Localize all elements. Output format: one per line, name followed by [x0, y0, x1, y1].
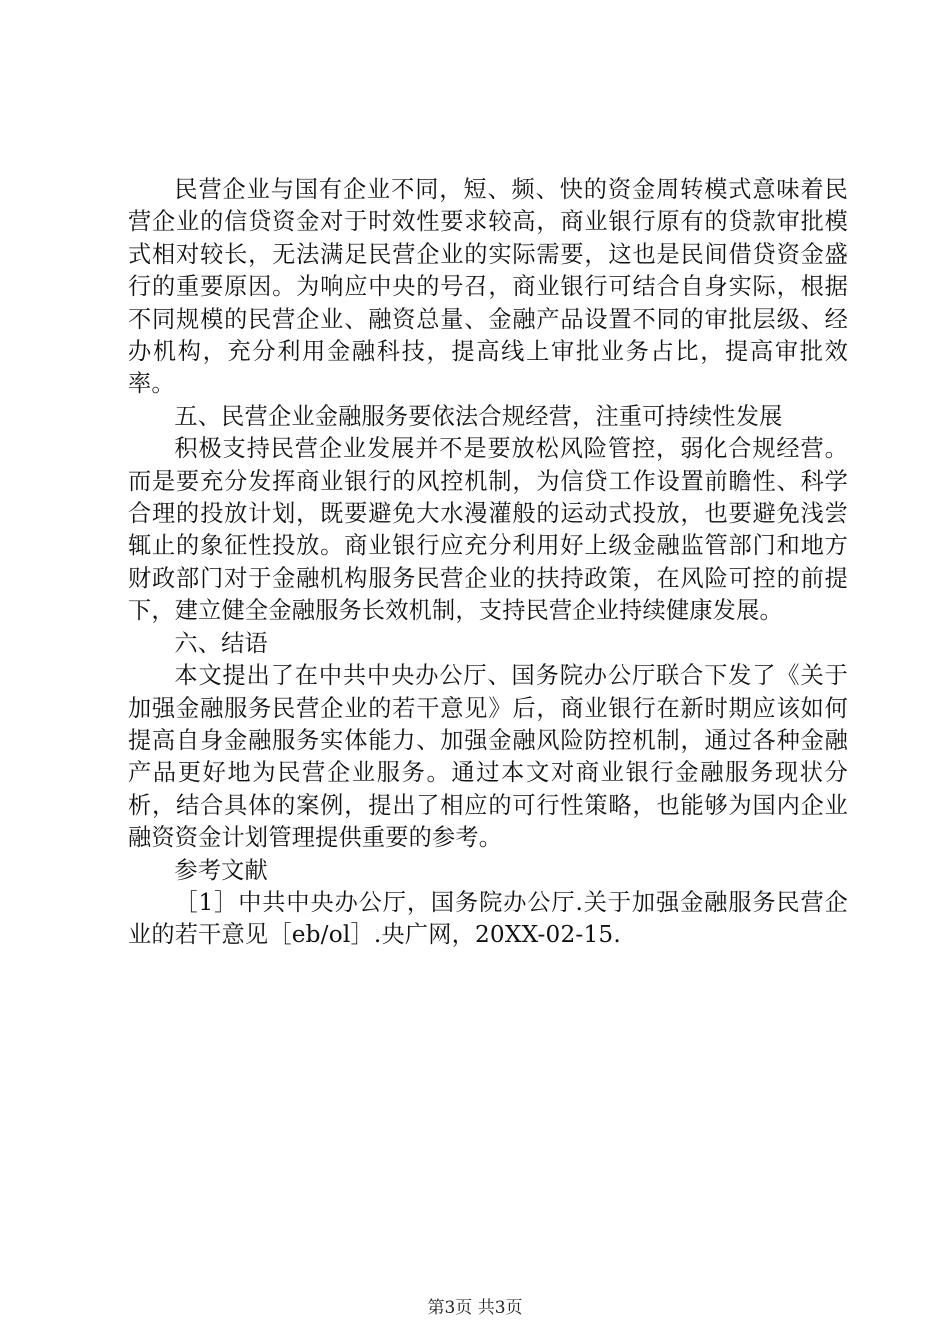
section-heading-conclusion: 六、结语 [174, 629, 268, 657]
references-heading: 参考文献 [174, 856, 268, 884]
paragraph-loan-approval: 民营企业与国有企业不同，短、频、快的资金周转模式意味着民营企业的信贷资金对于时效性要求较高，商业银行原有的贷款审批模式相对较长，无法满足民营企业的实际需要，这也是民间借贷资金盛行的重要原因。为响应中央的号召，商业银行可结合自身实际，根据不同规模的民营企业、融资总量、金融产品设置不同的审批层级、经办机构，充分利用金融科技，提高线上审批业务占比，提高审批效率。 [128, 176, 848, 398]
paragraph-conclusion: 本文提出了在中共中央办公厅、国务院办公厅联合下发了《关于加强金融服务民营企业的若干意见》后，商业银行在新时期应该如何提高自身金融服务实体能力、加强金融风险防控机制，通过各种金融产品更好地为民营企业服务。通过本文对商业银行金融服务现状分析，结合具体的案例，提出了相应的可行性策略，也能够为国内企业融资资金计划管理提供重要的参考。 [128, 662, 848, 852]
page-footer: 第3页 共3页 [427, 1298, 523, 1318]
reference-item: ［1］中共中央办公厅，国务院办公厅.关于加强金融服务民营企业的若干意见［eb/ol］.央广网，20XX-02-15. [128, 888, 848, 949]
section-heading-compliance: 五、民营企业金融服务要依法合规经营，注重可持续性发展 [174, 402, 783, 430]
document-body [128, 174, 848, 952]
paragraph-risk-control: 积极支持民营企业发展并不是要放松风险管控，弱化合规经营。而是要充分发挥商业银行的风控机制，为信贷工作设置前瞻性、科学合理的投放计划，既要避免大水漫灌般的运动式投放，也要避免浅尝辄止的象征性投放。商业银行应充分利用好上级金融监管部门和地方财政部门对于金融机构服务民营企业的扶持政策，在风险可控的前提下，建立健全金融服务长效机制，支持民营企业持续健康发展。 [128, 435, 848, 625]
